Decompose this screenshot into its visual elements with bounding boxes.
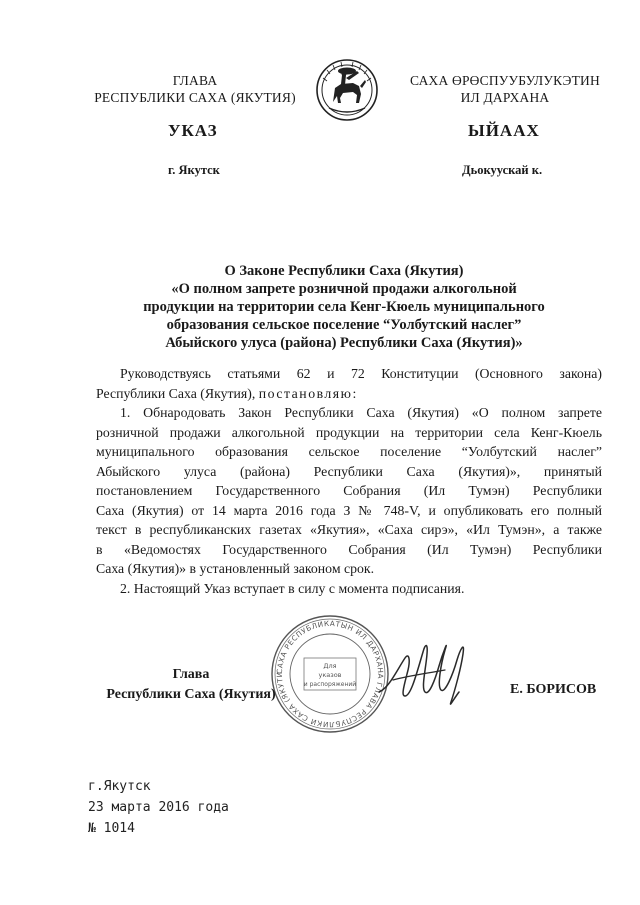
item-1-line: Абыйского улуса (района) Республики Саха (Якутия)», принятый — [96, 463, 602, 479]
header-right-line1: САХА ӨРӨСПУУБУЛУКЭТИН — [410, 73, 600, 88]
decree-label-ru: УКАЗ — [168, 121, 218, 140]
signature-icon — [375, 630, 475, 715]
registration-city: г.Якутск — [88, 779, 151, 794]
item-2-line: 2. Настоящий Указ вступает в силу с момента подписания. — [120, 580, 465, 596]
header-left-line1: ГЛАВА — [172, 73, 218, 88]
seal-stamp-icon — [268, 612, 392, 736]
item-1-line: 1. Обнародовать Закон Республики Саха (Якутия) «О полном запрете — [120, 405, 602, 420]
preamble-line: Руководствуясь статьями 62 и 72 Конституции (Основного закона) — [120, 366, 602, 381]
signatory-title — [96, 665, 286, 705]
header-left-block — [80, 72, 310, 106]
header-right-line2: ИЛ ДАРХАНА — [460, 90, 550, 105]
coat-of-arms-icon — [313, 58, 381, 122]
item-1-line: Саха (Якутия) от 14 марта 2016 года З № 748-V, и опубликовать его полный — [96, 502, 602, 518]
registration-block — [88, 776, 229, 839]
city-label-ru: г. Якутск — [168, 163, 220, 177]
seal-inner-line: указов — [318, 671, 342, 679]
item-1-line: текст в республиканских газетах «Якутия», «Саха сирэ», «Ил Тумэн», а также — [96, 522, 602, 537]
header-left-line2: РЕСПУБЛИКИ САХА (ЯКУТИЯ) — [94, 90, 296, 105]
city-label-sakha: Дьокуускай к. — [462, 163, 543, 177]
signatory-title-line: Республики Саха (Якутия) — [106, 687, 276, 702]
item-1-line: в «Ведомостях Государственного Собрания (Ил Тумэн) Республики — [96, 541, 602, 557]
registration-number: № 1014 — [88, 821, 135, 836]
decree-label-sakha: ЫЙААХ — [468, 121, 540, 140]
item-1-line: муниципального образования сельское поселение “Уолбутский наслег” — [96, 444, 602, 459]
title-line: образования сельское поселение “Уолбутский наслег” — [166, 317, 522, 333]
title-line: Абыйского улуса (района) Республики Саха (Якутия)» — [165, 335, 523, 351]
title-line: продукции на территории села Кенг-Кюель муниципального — [143, 299, 545, 315]
resolve-word: постановляю: — [258, 385, 358, 401]
preamble-line — [96, 384, 602, 404]
seal-ring-text: САХА РЕСПУБЛИКАТЫН ИЛ ДАРХАНА ГЛАВА РЕСПУБЛИКИ САХА (ЯКУТИ — [274, 618, 386, 730]
item-1-line: розничной продажи алкогольной продукции на территории села Кенг-Кюель — [96, 424, 602, 440]
seal-inner-line: и распоряжений — [303, 681, 357, 688]
item-1-line: постановлением Государственного Собрания (Ил Тумэн) Республики — [96, 483, 602, 498]
title-line: О Законе Республики Саха (Якутия) — [224, 263, 464, 279]
preamble-text: Республики Саха (Якутия), — [96, 385, 259, 401]
registration-date: 23 марта 2016 года — [88, 800, 229, 815]
header-right-block — [395, 72, 615, 106]
signatory-title-line: Глава — [172, 667, 210, 682]
official-seal-stamp — [268, 612, 392, 736]
coat-of-arms-emblem — [313, 58, 381, 122]
document-title — [96, 262, 592, 352]
document-body — [96, 364, 602, 598]
seal-inner-line: Для — [323, 662, 337, 670]
handwritten-signature — [375, 630, 475, 715]
item-1-line: Саха (Якутия)» в установленный законом срок. — [96, 561, 375, 576]
title-line: «О полном запрете розничной продажи алкогольной — [171, 281, 517, 297]
signatory-name: Е. БОРИСОВ — [510, 682, 597, 697]
